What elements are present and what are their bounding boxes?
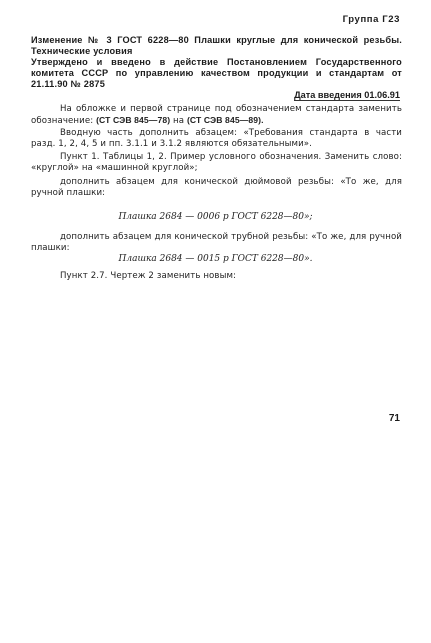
paragraph-inch-thread: дополнить абзацем для конической дюймовой резьбы: «То же, для ручной плашки:	[31, 177, 402, 198]
designation-example-2: Плашка 2684 — 0015 р ГОСТ 6228—80».	[118, 254, 313, 264]
effective-date-text: Дата введения 01.06.91	[294, 90, 400, 100]
group-label: Группа Г23	[342, 14, 400, 25]
paragraph-text: На обложке и первой странице под обозначением стандарта заменить обозначение:	[31, 104, 402, 126]
paragraph-connector: на	[170, 115, 187, 126]
paragraph-intro-addition: Вводную часть дополнить абзацем: «Требования стандарта в части разд. 1, 2, 4, 5 и пп. 3.1.1 и 3.1.2 являются обязательными».	[31, 128, 402, 149]
old-designation: (СТ СЭВ 845—78)	[96, 114, 171, 125]
paragraph-item-1: Пункт 1. Таблицы 1, 2. Пример условного обозначения. Заменить слово: «круглой» на «машинной круглой»;	[31, 152, 402, 173]
amendment-heading: Изменение № 3 ГОСТ 6228—80 Плашки круглые для конической резьбы. Технические условия	[31, 35, 402, 56]
designation-example-1: Плашка 2684 — 0006 р ГОСТ 6228—80»;	[118, 212, 313, 222]
approval-statement: Утверждено и введено в действие Постановлением Государственного комитета СССР по управлению качеством продукции и стандартам от 21.11.90 № 2875	[31, 57, 402, 89]
paragraph-drawing-replace: Пункт 2.7. Чертеж 2 заменить новым:	[60, 271, 237, 281]
effective-date	[294, 90, 400, 100]
paragraph-cover-designation	[31, 104, 402, 126]
paragraph-pipe-thread: дополнить абзацем для конической трубной резьбы: «То же, для ручной плашки:	[31, 232, 402, 253]
page-number: 71	[388, 413, 400, 424]
new-designation: (СТ СЭВ 845—89).	[186, 114, 264, 125]
